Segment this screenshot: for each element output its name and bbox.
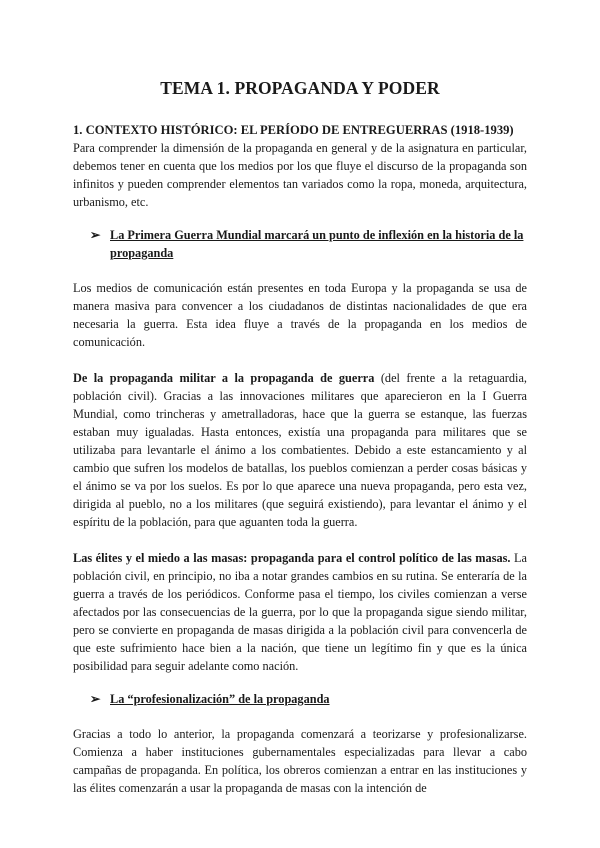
paragraph-professionalization: Gracias a todo lo anterior, la propaganda comenzará a teorizarse y profesionalizarse. Comienza a haber instituciones gubernamentales especializadas para llevar a cabo campañas de propaganda. En política, los obreros comienzan a entrar en las instituciones y las élites comenzarán a usar la propaganda de masas con la intención de (73, 727, 527, 795)
paragraph-elites-masses (73, 549, 527, 675)
bullet-first-world-war (90, 226, 527, 262)
arrow-bullet-icon: ➢ (90, 228, 101, 242)
paragraph-military-propaganda (73, 369, 527, 531)
paragraph-body: La población civil, en principio, no iba a notar grandes cambios en su rutina. Se enteraría de la guerra a través de los periódicos. Conforme pasa el tiempo, los civiles comienzan a verse afectados por las consecuencias de la guerra, por lo que la propaganda sigue siendo militar, pero se convierte en propaganda de masas dirigida a la población civil para convencerla de que este sufrimiento hace bien a la nación, que tiene un legítimo fin y que es la única posibilidad para seguir adelante como nación. (73, 551, 528, 673)
intro-paragraph: Para comprender la dimensión de la propaganda en general y de la asignatura en particular, debemos tener en cuenta que los medios por los que fluye el discurso de la propaganda son infinitos y pueden comprender elementos tan variados como la ropa, moneda, arquitectura, urbanismo, etc. (73, 141, 527, 209)
paragraph-body: (del frente a la retaguardia, población civil). Gracias a las innovaciones militares que aparecieron en la I Guerra Mundial, como trincheras y ametralladoras, hace que la guerra se estanque, las fuerzas estaban muy igualadas. Hasta entonces, existía una propaganda para militares que se utilizaba para levantarle el ánimo a los combatientes. Debido a este estancamiento y al cambio que sufren los modelos de batallas, los pueblos comienzan a perder cosas básicas y el ánimo se va por los suelos. Es por lo que aparece una nueva propaganda, pero esta vez, dirigida al pueblo, no a los militares (que seguirá existiendo), para levantar el ánimo y el espíritu de la población, para que aguanten toda la guerra. (73, 371, 527, 529)
bullet-professionalization (90, 690, 527, 708)
page-title: TEMA 1. PROPAGANDA Y PODER (160, 78, 440, 98)
arrow-bullet-icon: ➢ (90, 692, 101, 706)
bullet-text: La “profesionalización” de la propaganda (110, 692, 330, 706)
bullet-text: La Primera Guerra Mundial marcará un punto de inflexión en la historia de la propaganda (110, 228, 524, 260)
paragraph-lead: De la propaganda militar a la propaganda de guerra (73, 371, 375, 385)
section-heading: 1. CONTEXTO HISTÓRICO: EL PERÍODO DE ENTREGUERRAS (1918-1939) (73, 123, 514, 137)
paragraph-media: Los medios de comunicación están presentes en toda Europa y la propaganda se usa de manera masiva para convencer a los ciudadanos de distintas nacionalidades de que era necesaria la guerra. Esta idea fluye a través de la propaganda en los medios de comunicación. (73, 281, 527, 349)
paragraph-lead: Las élites y el miedo a las masas: propaganda para el control político de las masas. (73, 551, 511, 565)
